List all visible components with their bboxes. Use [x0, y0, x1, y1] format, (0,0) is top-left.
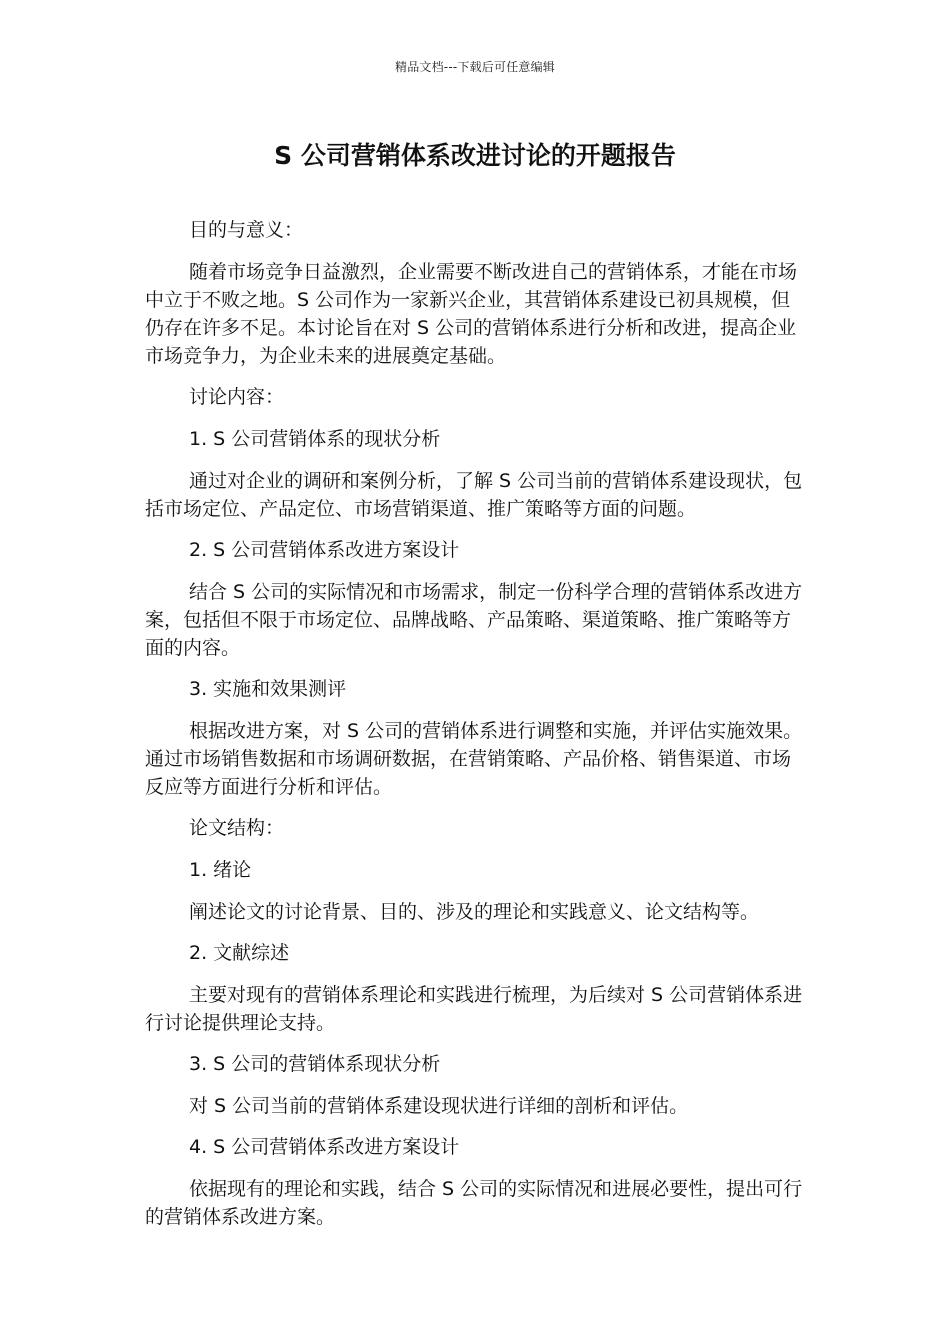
- document-body: [145, 216, 807, 1244]
- paragraph-item-2: 结合 S 公司的实际情况和市场需求，制定一份科学合理的营销体系改进方案，包括但不限于市场定位、品牌战略、产品策略、渠道策略、推广策略等方面的内容。: [145, 581, 803, 659]
- header-note: 精品文档---下载后可任意编辑: [395, 60, 555, 74]
- item-heading-1: 1. S 公司营销体系的现状分析: [189, 428, 441, 450]
- item-heading-2: 2. S 公司营销体系改进方案设计: [189, 539, 460, 561]
- structure-heading-3: 3. S 公司的营销体系现状分析: [189, 1053, 441, 1075]
- paragraph-item-3: 根据改进方案，对 S 公司的营销体系进行调整和实施，并评估实施效果。通过市场销售数据和市场调研数据，在营销策略、产品价格、销售渠道、市场反应等方面进行分析和评估。: [145, 720, 803, 798]
- paragraph-item-1: 通过对企业的调研和案例分析，了解 S 公司当前的营销体系建设现状，包括市场定位、产品定位、市场营销渠道、推广策略等方面的问题。: [145, 470, 803, 520]
- paragraph-purpose: 随着市场竞争日益激烈，企业需要不断改进自己的营销体系，才能在市场中立于不败之地。S 公司作为一家新兴企业，其营销体系建设已初具规模，但仍存在许多不足。本讨论旨在对 S 公司的营销体系进行分析和改进，提高企业市场竞争力，为企业未来的进展奠定基础。: [145, 261, 798, 367]
- paragraph-structure-2: 主要对现有的营销体系理论和实践进行梳理，为后续对 S 公司营销体系进行讨论提供理论支持。: [145, 984, 803, 1034]
- section-heading-content: 讨论内容：: [189, 386, 285, 408]
- paragraph-structure-3: 对 S 公司当前的营销体系建设现状进行详细的剖析和评估。: [189, 1095, 689, 1117]
- item-heading-3: 3. 实施和效果测评: [189, 678, 347, 700]
- structure-heading-1: 1. 绪论: [189, 859, 252, 881]
- section-heading-purpose: 目的与意义：: [189, 219, 304, 241]
- document-title: S 公司营销体系改进讨论的开题报告: [274, 141, 676, 170]
- paragraph-structure-4: 依据现有的理论和实践，结合 S 公司的实际情况和进展必要性，提出可行的营销体系改进方案。: [145, 1178, 803, 1228]
- section-heading-structure: 论文结构：: [189, 817, 285, 839]
- structure-heading-4: 4. S 公司营销体系改进方案设计: [189, 1136, 460, 1158]
- structure-heading-2: 2. 文献综述: [189, 942, 290, 964]
- paragraph-structure-1: 阐述论文的讨论背景、目的、涉及的理论和实践意义、论文结构等。: [189, 901, 760, 923]
